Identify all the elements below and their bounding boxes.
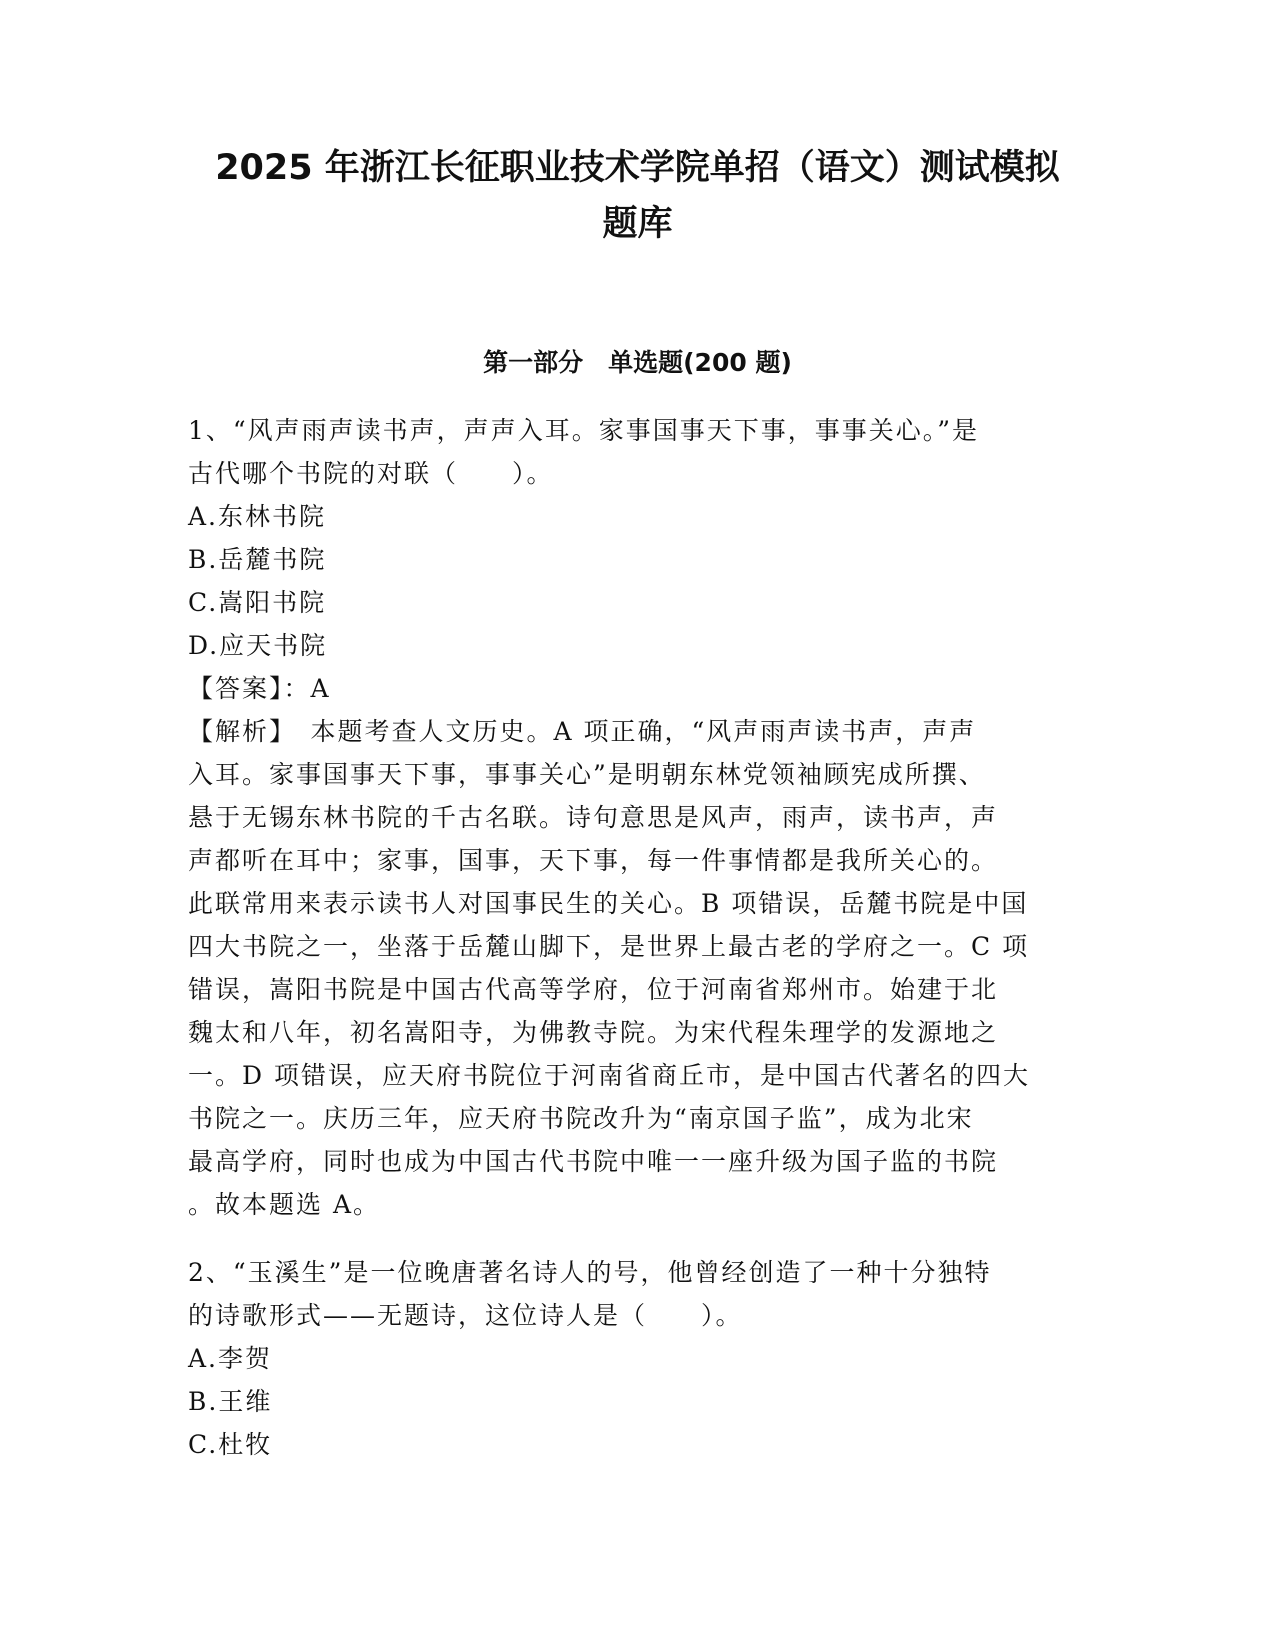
explanation-line: 书院之一。庆历三年，应天府书院改升为“南京国子监”，成为北宋: [188, 1104, 974, 1133]
option-d: D.应天书院: [188, 631, 328, 660]
option-a: A.李贺: [188, 1344, 273, 1373]
question-stem-line: 古代哪个书院的对联（ ）。: [188, 459, 554, 488]
option-c: C.嵩阳书院: [188, 588, 327, 617]
explanation-line: 入耳。家事国事天下事，事事关心”是明朝东林党领袖顾宪成所撰、: [188, 760, 986, 789]
explanation-line: 错误，嵩阳书院是中国古代高等学府，位于河南省郑州市。始建于北: [188, 975, 999, 1004]
explanation-line: 。故本题选 A。: [188, 1190, 381, 1219]
explanation-line: 此联常用来表示读书人对国事民生的关心。B 项错误，岳麓书院是中国: [188, 889, 1029, 918]
question-stem-line: 的诗歌形式——无题诗，这位诗人是（ ）。: [188, 1301, 743, 1330]
option-b: B.王维: [188, 1387, 273, 1416]
explanation-line: 四大书院之一，坐落于岳麓山脚下，是世界上最古老的学府之一。C 项: [188, 932, 1030, 961]
question-2: [188, 1251, 1088, 1466]
explanation-line: 最高学府，同时也成为中国古代书院中唯一一座升级为国子监的书院: [188, 1147, 999, 1176]
explanation-line: 悬于无锡东林书院的千古名联。诗句意思是风声，雨声，读书声，声: [188, 803, 999, 832]
question-1: [188, 409, 1088, 1226]
answer-line: 【答案】：A: [188, 674, 331, 703]
explanation-line: 【解析】 本题考查人文历史。A 项正确，“风声雨声读书声，声声: [188, 717, 977, 746]
explanation-line: 魏太和八年，初名嵩阳寺，为佛教寺院。为宋代程朱理学的发源地之: [188, 1018, 999, 1047]
question-stem-line: 1、“风声雨声读书声，声声入耳。家事国事天下事，事事关心。”是: [188, 416, 979, 445]
option-c: C.杜牧: [188, 1430, 273, 1459]
section-heading: 第一部分 单选题(200 题): [483, 348, 792, 377]
question-stem-line: 2、“玉溪生”是一位晚唐著名诗人的号，他曾经创造了一种十分独特: [188, 1258, 992, 1287]
explanation-line: 一。D 项错误，应天府书院位于河南省商丘市，是中国古代著名的四大: [188, 1061, 1030, 1090]
document-title: [140, 140, 1135, 252]
option-b: B.岳麓书院: [188, 545, 327, 574]
title-line: 2025 年浙江长征职业技术学院单招（语文）测试模拟: [215, 148, 1060, 188]
explanation-line: 声都听在耳中；家事，国事，天下事，每一件事情都是我所关心的。: [188, 846, 999, 875]
title-line: 题库: [602, 204, 673, 244]
option-a: A.东林书院: [188, 502, 327, 531]
